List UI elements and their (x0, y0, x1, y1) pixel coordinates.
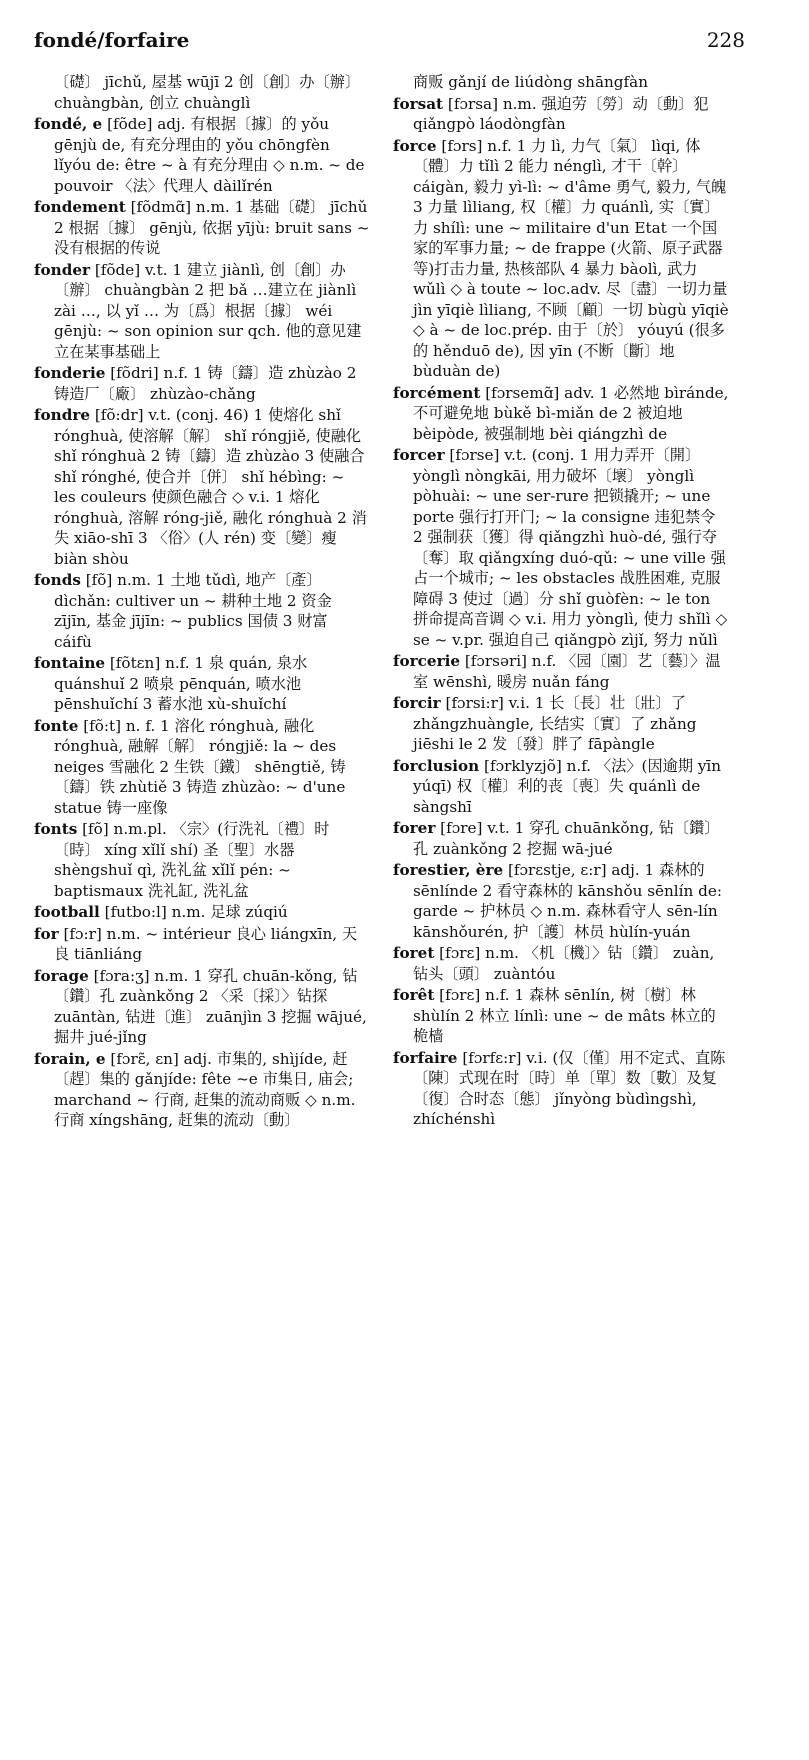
dictionary-entry (393, 136, 729, 382)
entry-headword: for (34, 924, 59, 943)
guide-words: fondé/forfaire (34, 28, 190, 52)
entry-headword: fonderie (34, 364, 106, 382)
dictionary-entry (393, 651, 729, 692)
entry-definition: [fɔrsi:r] v.i. 1 长〔長〕壮〔壯〕了 zhǎngzhuàngle, 长结实〔實〕了 zhǎng jiēshi le 2 发〔發〕胖了 fāpàngle (413, 694, 697, 753)
entry-definition: [fõ:dr] v.t. (conj. 46) 1 使熔化 shǐ rónghuà, 使溶解〔解〕 shǐ róngjiě, 使融化 shǐ rónghuà 2 铸〔鑄〕造 zhùzào 3 使融合 shǐ rónghé, 使合并〔併〕 shǐ hébìng: ~ les couleurs 使颜色融合 ◇ v.i. 1 熔化 rónghuà, 溶解 róng-jiě, 融化 rónghuà 2 消失 xiāo-shī 3 〈俗〉(人 rén) 变〔變〕瘦 biàn shòu (54, 406, 367, 568)
entry-headword: forage (34, 966, 89, 985)
entry-headword: forclusion (393, 756, 480, 775)
dictionary-entry (34, 260, 370, 363)
entry-headword: fondre (34, 406, 90, 424)
dictionary-entry (393, 985, 729, 1047)
page-number: 228 (706, 28, 745, 52)
entry-headword: football (34, 903, 100, 921)
entry-headword: fonder (34, 260, 90, 279)
dictionary-entry (34, 819, 370, 901)
entry-headword: fondé, e (34, 115, 103, 133)
entry-headword: forcir (393, 694, 441, 712)
entry-definition: [futbo:l] n.m. 足球 zúqiú (104, 903, 288, 921)
dictionary-entry (34, 197, 370, 259)
entry-definition: [fõde] adj. 有根据〔據〕的 yǒu gēnjù de, 有充分理由的 yǒu chōngfèn lǐyóu de: être ~ à 有充分理由 ◇ n.m. ~ de pouvoir 〈法〉代理人 dàilǐrén (54, 115, 365, 195)
dictionary-entry (34, 405, 370, 569)
dictionary-entry (34, 966, 370, 1048)
entry-headword: force (393, 136, 437, 155)
dictionary-entry (34, 924, 370, 965)
entry-headword: fondement (34, 198, 126, 216)
entry-definition: [fɔre] v.t. 1 穿孔 chuānkǒng, 钻〔鑽〕孔 zuànkǒng 2 挖掘 wā-jué (413, 819, 720, 858)
entry-headword: fonts (34, 820, 78, 838)
entry-definition: 商贩 gǎnjí de liúdòng shāngfàn (413, 73, 648, 91)
entry-definition: 〔礎〕 jīchǔ, 屋基 wūjī 2 创〔創〕办〔辦〕 chuàngbàn, 创立 chuànglì (54, 73, 361, 112)
entry-headword: forcer (393, 446, 445, 464)
entry-headword: fontaine (34, 654, 106, 672)
entry-definition: [fɔrs] n.f. 1 力 lì, 力气〔氣〕 lìqi, 体〔體〕力 tǐlì 2 能力 nénglì, 才干〔幹〕 cáigàn, 毅力 yì-lì: ~ d'âme 勇气, 毅力, 气魄 3 力量 lìliang, 权〔權〕力 quánlì, 实〔實〕力 shílì: une ~ militaire d'un Etat 一个国家的军事力量; ~ de frappe (火箭、原子武器等)打击力量, 热核部队 4 暴力 bàolì, 武力 wǔlì ◇ à toute ~ loc.adv. 尽〔盡〕一切力量 jìn yīqiè lìliang, 不顾〔顧〕一切 bùgù yīqiè ◇ à ~ de loc.prép. 由于〔於〕 yóuyú (很多的 hěnduō de), 因 yīn (不断〔斷〕地 bùduàn de) (413, 136, 729, 380)
entry-headword: forsat (393, 94, 444, 113)
dictionary-entry (393, 445, 729, 650)
dictionary-entry (393, 756, 729, 818)
entry-definition: [fɔrsemɑ̃] adv. 1 必然地 bìrándе, 不可避免地 bùkě bì-miǎn de 2 被迫地 bèipòde, 被强制地 bèi qiángzhì de (413, 383, 729, 443)
entry-definition: [fõdri] n.f. 1 铸〔鑄〕造 zhùzào 2 铸造厂〔廠〕 zhùzào-chǎng (54, 364, 357, 403)
right-column (393, 72, 729, 1131)
dictionary-entry (34, 114, 370, 196)
entry-definition: [fɔ:r] n.m. ~ intérieur 良心 liángxīn, 天良 tiānliáng (54, 924, 358, 963)
dictionary-entry (393, 943, 729, 984)
entry-definition: [fɔrfɛ:r] v.i. (仅〔僅〕用不定式、直陈〔陳〕式现在时〔時〕单〔單〕数〔數〕及复〔復〕合时态〔態〕 jǐnyòng bùdìngshì, zhíchénshì (413, 1048, 726, 1128)
entry-definition: [fɔrklyzjõ] n.f. 〈法〉(因逾期 yīn yúqī) 权〔權〕利的丧〔喪〕失 quánlì de sàngshī (413, 756, 722, 816)
entry-headword: forêt (393, 986, 435, 1004)
entry-definition: [fɔrɛstje, ɛ:r] adj. 1 森林的 sēnlínde 2 看守森林的 kānshǒu sēnlín de: garde ~ 护林员 ◇ n.m. 森林看守人 sēn-lín kānshǒurén, 护〔護〕林员 hùlín-yuán (413, 861, 722, 941)
dictionary-entry (34, 363, 370, 404)
entry-definition: [fɔra:ʒ] n.m. 1 穿孔 chuān-kǒng, 钻〔鑽〕孔 zuànkǒng 2 〈采〔採〕〉钻探 zuāntàn, 钻进〔進〕 zuānjìn 3 挖掘 wājué, 掘井 jué-jǐng (54, 966, 367, 1046)
entry-definition: [fõ] n.m.pl. 〈宗〉(行洗礼〔禮〕时〔時〕 xíng xǐlǐ shí) 圣〔聖〕水器 shèngshuǐ qì, 洗礼盆 xǐlǐ pén: ~ baptismaux 洗礼缸, 洗礼盆 (54, 820, 330, 900)
entry-definition: [fõtɛn] n.f. 1 泉 quán, 泉水 quánshuǐ 2 喷泉 pēnquán, 喷水池 pēnshuǐchí 3 蓄水池 xù-shuǐchí (54, 654, 308, 713)
entry-definition: [fõ] n.m. 1 土地 tǔdì, 地产〔產〕 dìchǎn: cultiver un ~ 耕种土地 2 资金 zījīn, 基金 jījīn: ~ publics 国债 3 财富 cáifù (54, 571, 332, 651)
dictionary-entry (34, 570, 370, 652)
dictionary-entry (393, 693, 729, 755)
dictionary-entry (393, 860, 729, 942)
dictionary-entry (34, 902, 370, 923)
entry-definition: [fɔrsəri] n.f. 〈园〔園〕艺〔藝〕〉温室 wēnshì, 暖房 nuǎn fáng (413, 652, 721, 691)
dictionary-entry (393, 72, 729, 93)
entry-definition: [fɔrɛ̃, ɛn] adj. 市集的, shìjíde, 赶〔趕〕集的 gǎnjíde: fête ~e 市集日, 庙会; marchand ~ 行商, 赶集的流动商贩 ◇ n.m. 行商 xíngshāng, 赶集的流动〔動〕 (54, 1049, 356, 1129)
entry-headword: foret (393, 944, 435, 962)
left-column (34, 72, 370, 1132)
entry-headword: forestier, ère (393, 861, 504, 879)
dictionary-entry (393, 818, 729, 859)
entry-headword: forer (393, 819, 436, 837)
dictionary-entry (34, 716, 370, 819)
dictionary-entry (393, 1048, 729, 1130)
entry-headword: fonte (34, 716, 79, 735)
dictionary-entry (393, 94, 729, 135)
entry-headword: forain, e (34, 1049, 106, 1068)
dictionary-entry (34, 653, 370, 715)
entry-definition: [fɔrɛ] n.f. 1 森林 sēnlín, 树〔樹〕林 shùlín 2 林立 línlì: une ~ de mâts 林立的桅樯 (413, 986, 716, 1045)
entry-headword: forcément (393, 383, 481, 402)
entry-definition: [fõde] v.t. 1 建立 jiànlì, 创〔創〕办〔辦〕 chuàngbàn 2 把 bǎ …建立在 jiànlì zài …, 以 yǐ … 为〔爲〕根据〔據〕 wéi gēnjù: ~ son opinion sur qch. 他的意见建立在某事基础上 (54, 260, 362, 361)
entry-definition: [fɔrɛ] n.m. 〈机〔機〕〉钻〔鑽〕 zuàn, 钻头〔頭〕 zuàntóu (413, 944, 715, 983)
dictionary-entry (34, 1049, 370, 1131)
entry-headword: fonds (34, 571, 81, 589)
entry-definition: [fɔrse] v.t. (conj. 1 用力弄开〔開〕 yònglì nòngkāi, 用力破坏〔壞〕 yònglì pòhuài: ~ une ser-rure 把锁撬开; ~ une porte 强行打开门; ~ la consigne 违犯禁令 2 强制获〔獲〕得 qiǎngzhì huò-dé, 强行夺〔奪〕取 qiǎngxíng duó-qǔ: ~ une ville 强占一个城市; ~ les obstacles 战胜困难, 克服障碍 3 使过〔過〕分 shǐ guòfèn: ~ le ton 拼命提高音调 ◇ v.i. 用力 yònglì, 使力 shǐlì ◇ se ~ v.pr. 强迫自己 qiǎngpò zìjǐ, 努力 nǔlì (413, 446, 728, 649)
dictionary-entry (34, 72, 370, 113)
entry-definition: [fɔrsa] n.m. 强迫劳〔勞〕动〔動〕犯 qiǎngpò láodòngfàn (413, 94, 709, 133)
dictionary-entry (393, 383, 729, 445)
entry-definition: [fõdmɑ̃] n.m. 1 基础〔礎〕 jīchǔ 2 根据〔據〕 gēnjù, 依据 yījù: bruit sans ~ 没有根据的传说 (54, 198, 370, 257)
entry-headword: forfaire (393, 1048, 458, 1067)
entry-definition: [fõ:t] n. f. 1 溶化 rónghuà, 融化 rónghuà, 融解〔解〕 róngjiě: la ~ des neiges 雪融化 2 生铁〔鐵〕 shēngtiě, 铸〔鑄〕铁 zhùtiě 3 铸造 zhùzào: ~ d'une statue 铸一座像 (54, 716, 346, 817)
entry-headword: forcerie (393, 652, 461, 670)
